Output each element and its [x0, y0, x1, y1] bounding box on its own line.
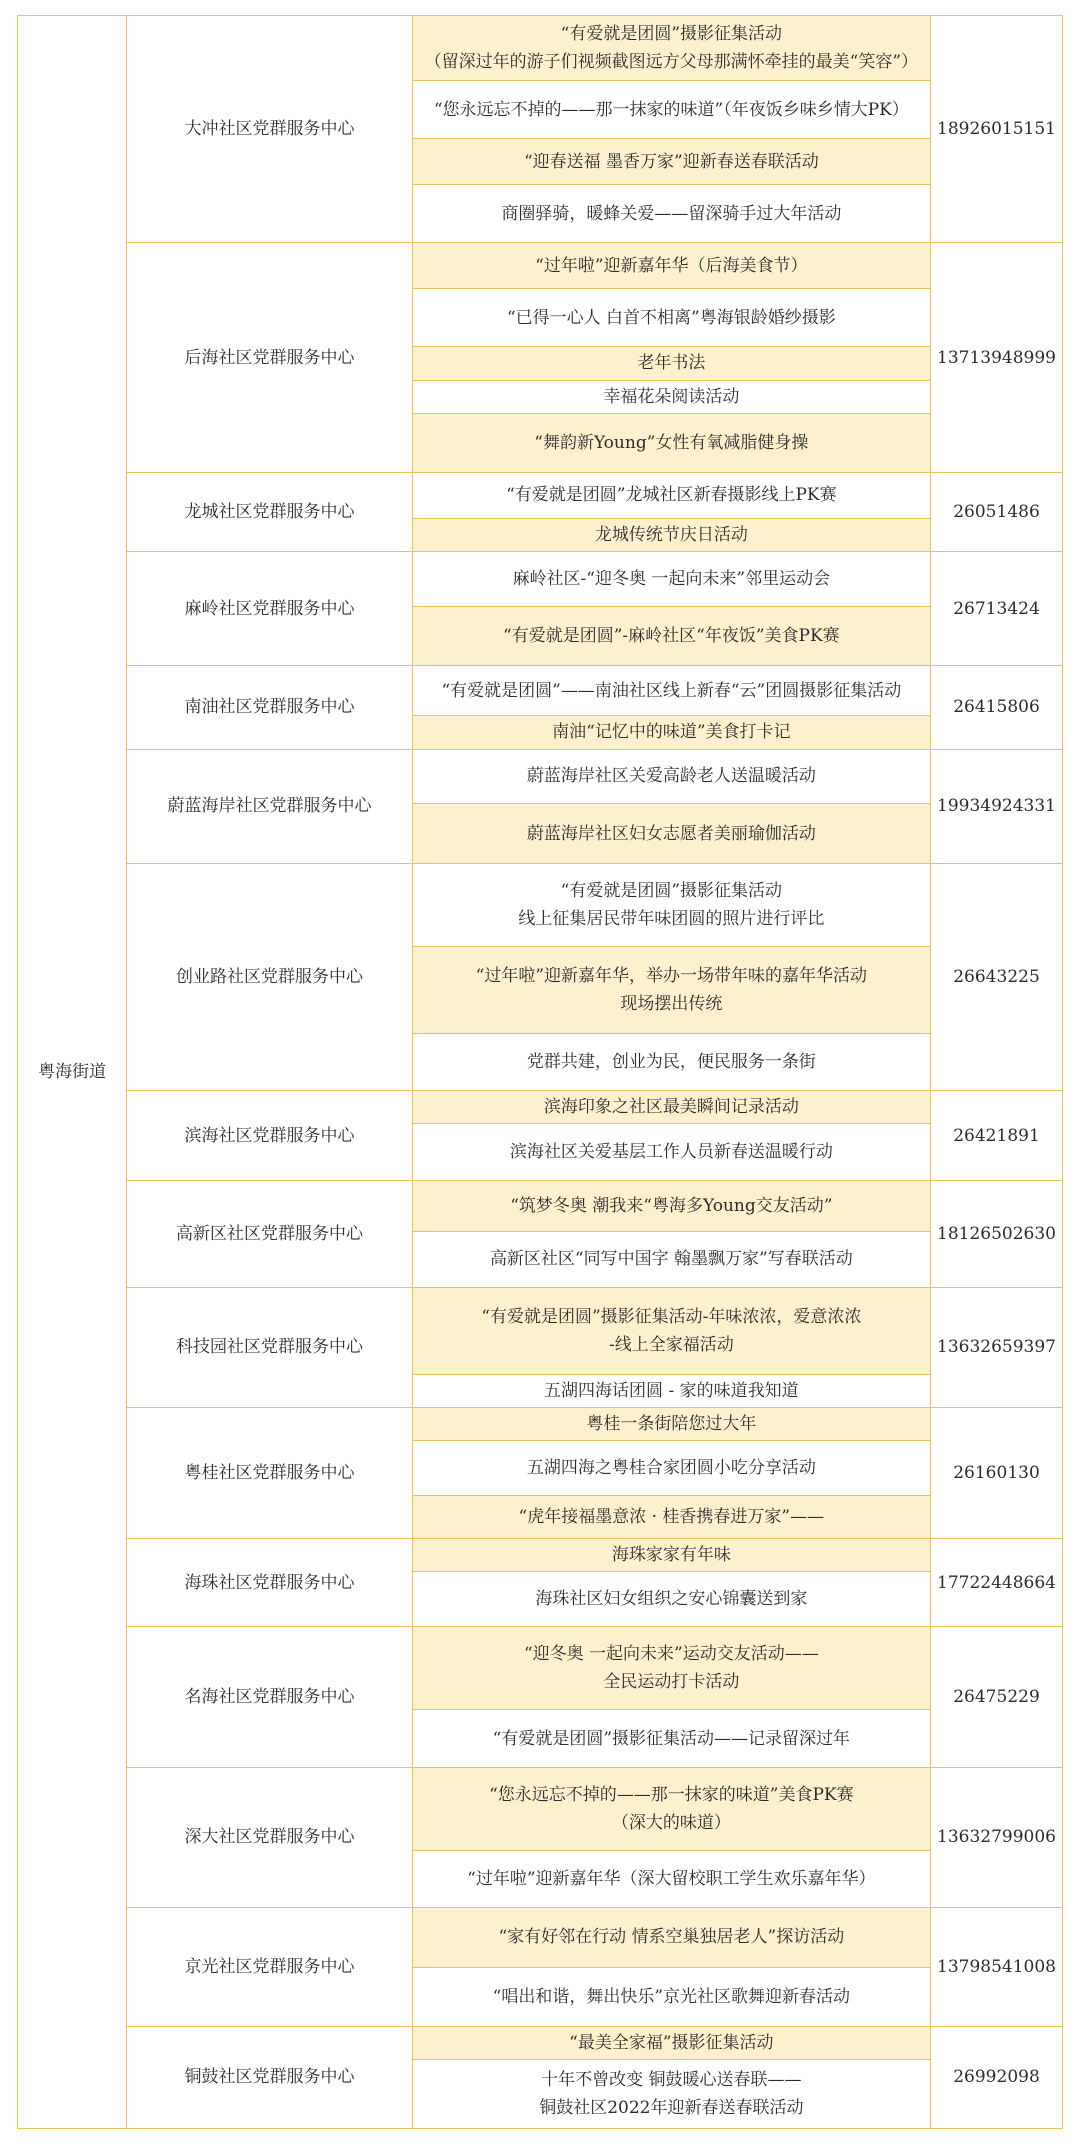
- activity-cell: [412, 1374, 930, 1407]
- activity-cell: [412, 2060, 930, 2129]
- table-body: [18, 16, 1063, 2129]
- center-name: 后海社区党群服务中心: [127, 243, 412, 473]
- activity-line: -线上全家福活动: [608, 1334, 734, 1355]
- activity-line: “您永远忘不掉的——那一抹家的味道”（年夜饭乡味乡情大PK）: [433, 99, 909, 120]
- table-row: [18, 1287, 1063, 1374]
- contact-phone: 13632659397: [931, 1287, 1063, 1407]
- activity-cell: [412, 804, 930, 863]
- street-name: 粤海街道: [18, 16, 127, 2129]
- activity-line: 现场摆出传统: [620, 994, 723, 1015]
- activity-line: 五湖四海话团圆 - 家的味道我知道: [544, 1380, 799, 1401]
- activity-line: “有爱就是团圆”摄影征集活动: [560, 881, 783, 902]
- activity-line: “过年啦”迎新嘉年华，举办一场带年味的嘉年华活动: [475, 966, 868, 987]
- center-name: 南油社区党群服务中心: [127, 666, 412, 749]
- activity-line: “家有好邻在行动 情系空巢独居老人”探访活动: [498, 1927, 845, 1948]
- activity-cell: [412, 1767, 930, 1850]
- activity-cell: [412, 1124, 930, 1181]
- activity-cell: [412, 1710, 930, 1767]
- activity-line: “迎冬奥 一起向未来”运动交友活动——: [523, 1644, 819, 1665]
- table-row: [18, 1908, 1063, 1967]
- activity-line: 铜鼓社区2022年迎新春送春联活动: [539, 2098, 804, 2119]
- contact-phone: 26421891: [931, 1091, 1063, 1181]
- activity-line: 线上征集居民带年味团圆的照片进行评比: [518, 909, 825, 930]
- activity-line: 全民运动打卡活动: [603, 1672, 740, 1693]
- activity-line: （留深过年的游子们视频截图远方父母那满怀牵挂的最美“笑容”）: [424, 52, 919, 73]
- center-name: 海珠社区党群服务中心: [127, 1539, 412, 1627]
- activity-cell: [412, 139, 930, 185]
- activity-line: 商圈驿骑，暖蜂关爱——留深骑手过大年活动: [501, 203, 842, 224]
- activity-line: “唱出和谐，舞出快乐”京光社区歌舞迎新春活动: [492, 1986, 851, 2007]
- activity-line: 老年书法: [637, 353, 706, 374]
- activity-cell: [412, 289, 930, 347]
- contact-phone: 26713424: [931, 551, 1063, 665]
- contact-phone: 26051486: [931, 473, 1063, 552]
- activity-cell: [412, 716, 930, 749]
- contact-phone: 26643225: [931, 863, 1063, 1090]
- activity-cell: [412, 551, 930, 606]
- table-row: [18, 666, 1063, 716]
- activity-line: “最美全家福”摄影征集活动: [569, 2033, 774, 2054]
- activity-line: “有爱就是团圆”摄影征集活动: [560, 24, 783, 45]
- table-row: [18, 1767, 1063, 1850]
- activity-line: “迎春送福 墨香万家”迎新春送春联活动: [523, 151, 819, 172]
- activity-cell: [412, 1627, 930, 1710]
- table-row: [18, 1539, 1063, 1572]
- activity-cell: [412, 1572, 930, 1627]
- activity-line: 滨海印象之社区最美瞬间记录活动: [543, 1097, 799, 1118]
- activity-cell: [412, 16, 930, 81]
- center-name: 麻岭社区党群服务中心: [127, 551, 412, 665]
- center-name: 铜鼓社区党群服务中心: [127, 2026, 412, 2128]
- table-row: [18, 16, 1063, 81]
- activity-line: “过年啦”迎新嘉年华（后海美食节）: [535, 255, 808, 276]
- activity-line: “舞韵新Young”女性有氧减脂健身操: [534, 432, 809, 453]
- contact-phone: 13713948999: [931, 243, 1063, 473]
- activity-cell: [412, 863, 930, 946]
- activity-line: 五湖四海之粤桂合家团圆小吃分享活动: [526, 1457, 816, 1478]
- table-row: [18, 473, 1063, 519]
- contact-phone: 18126502630: [931, 1181, 1063, 1287]
- activity-cell: [412, 1539, 930, 1572]
- center-name: 深大社区党群服务中心: [127, 1767, 412, 1908]
- activity-cell: [412, 243, 930, 289]
- activity-line: “有爱就是团圆”龙城社区新春摄影线上PK赛: [506, 485, 837, 506]
- activity-line: “过年啦”迎新嘉年华（深大留校职工学生欢乐嘉年华）: [467, 1869, 876, 1890]
- activity-cell: [412, 2026, 930, 2059]
- activity-line: 十年不曾改变 铜鼓暖心送春联——: [541, 2070, 802, 2091]
- activity-cell: [412, 1851, 930, 1908]
- activity-cell: [412, 380, 930, 413]
- table-row: [18, 1181, 1063, 1231]
- activity-line: “有爱就是团圆”摄影征集活动-年味浓浓，爱意浓浓: [481, 1306, 862, 1327]
- activity-line: “已得一心人 白首不相离”粤海银龄婚纱摄影: [506, 307, 836, 328]
- center-name: 创业路社区党群服务中心: [127, 863, 412, 1090]
- table-row: [18, 1091, 1063, 1124]
- table-row: [18, 863, 1063, 946]
- activity-cell: [412, 606, 930, 665]
- contact-phone: 19934924331: [931, 749, 1063, 863]
- table-row: [18, 1627, 1063, 1710]
- activity-cell: [412, 666, 930, 716]
- activity-line: 海珠家家有年味: [611, 1545, 731, 1566]
- activity-line: “筑梦冬奥 潮我来“粤海多Young交友活动”: [510, 1196, 833, 1217]
- activity-line: 海珠社区妇女组织之安心锦囊送到家: [535, 1589, 808, 1610]
- center-name: 京光社区党群服务中心: [127, 1908, 412, 2027]
- center-name: 名海社区党群服务中心: [127, 1627, 412, 1768]
- activity-line: 滨海社区关爱基层工作人员新春送温暖行动: [509, 1142, 833, 1163]
- activity-line: 蔚蓝海岸社区关爱高龄老人送温暖活动: [526, 766, 816, 787]
- activity-line: “您永远忘不掉的——那一抹家的味道”美食PK赛: [489, 1784, 854, 1805]
- activity-cell: [412, 947, 930, 1034]
- center-name: 滨海社区党群服务中心: [127, 1091, 412, 1181]
- activity-line: 党群共建，创业为民，便民服务一条街: [526, 1052, 816, 1073]
- table-row: [18, 551, 1063, 606]
- activity-line: （深大的味道）: [611, 1812, 731, 1833]
- table-row: [18, 2026, 1063, 2059]
- activity-cell: [412, 347, 930, 380]
- activity-cell: [412, 1034, 930, 1091]
- activity-cell: [412, 1231, 930, 1287]
- activity-line: 龙城传统节庆日活动: [594, 524, 748, 545]
- activity-cell: [412, 1440, 930, 1495]
- contact-phone: 18926015151: [931, 16, 1063, 243]
- center-name: 蔚蓝海岸社区党群服务中心: [127, 749, 412, 863]
- table-row: [18, 749, 1063, 804]
- center-name: 粤桂社区党群服务中心: [127, 1407, 412, 1538]
- activity-cell: [412, 518, 930, 551]
- activity-line: 麻岭社区-“迎冬奥 一起向未来”邻里运动会: [512, 568, 831, 589]
- activity-cell: [412, 1908, 930, 1967]
- activity-cell: [412, 185, 930, 243]
- activity-cell: [412, 1181, 930, 1231]
- activity-line: 粤桂一条街陪您过大年: [586, 1413, 757, 1434]
- activity-cell: [412, 1287, 930, 1374]
- table-row: [18, 243, 1063, 289]
- activity-line: 幸福花朵阅读活动: [603, 386, 740, 407]
- center-name: 大冲社区党群服务中心: [127, 16, 412, 243]
- activity-cell: [412, 1407, 930, 1440]
- activity-cell: [412, 1967, 930, 2026]
- contact-phone: 26415806: [931, 666, 1063, 749]
- contact-phone: 13798541008: [931, 1908, 1063, 2027]
- center-name: 龙城社区党群服务中心: [127, 473, 412, 552]
- activity-line: “有爱就是团圆”-麻岭社区“年夜饭”美食PK赛: [503, 625, 840, 646]
- activity-line: 蔚蓝海岸社区妇女志愿者美丽瑜伽活动: [526, 823, 816, 844]
- activity-line: “有爱就是团圆”摄影征集活动——记录留深过年: [492, 1728, 851, 1749]
- activity-line: 南油“记忆中的味道”美食打卡记: [552, 722, 791, 743]
- activity-cell: [412, 473, 930, 519]
- contact-phone: 26992098: [931, 2026, 1063, 2128]
- activity-cell: [412, 81, 930, 139]
- activity-cell: [412, 1091, 930, 1124]
- contact-phone: 17722448664: [931, 1539, 1063, 1627]
- contact-phone: 26475229: [931, 1627, 1063, 1768]
- activity-cell: [412, 413, 930, 472]
- center-name: 高新区社区党群服务中心: [127, 1181, 412, 1287]
- contact-phone: 26160130: [931, 1407, 1063, 1538]
- table-row: [18, 1407, 1063, 1440]
- activity-cell: [412, 749, 930, 804]
- activity-line: “虎年接福墨意浓 · 桂香携春进万家”——: [518, 1506, 825, 1527]
- center-name: 科技园社区党群服务中心: [127, 1287, 412, 1407]
- activity-table: [17, 15, 1063, 2129]
- activity-cell: [412, 1495, 930, 1538]
- activity-line: 高新区社区“同写中国字 翰墨飘万家”写春联活动: [489, 1249, 853, 1270]
- activity-line: “有爱就是团圆”——南油社区线上新春“云”团圆摄影征集活动: [441, 680, 902, 701]
- contact-phone: 13632799006: [931, 1767, 1063, 1908]
